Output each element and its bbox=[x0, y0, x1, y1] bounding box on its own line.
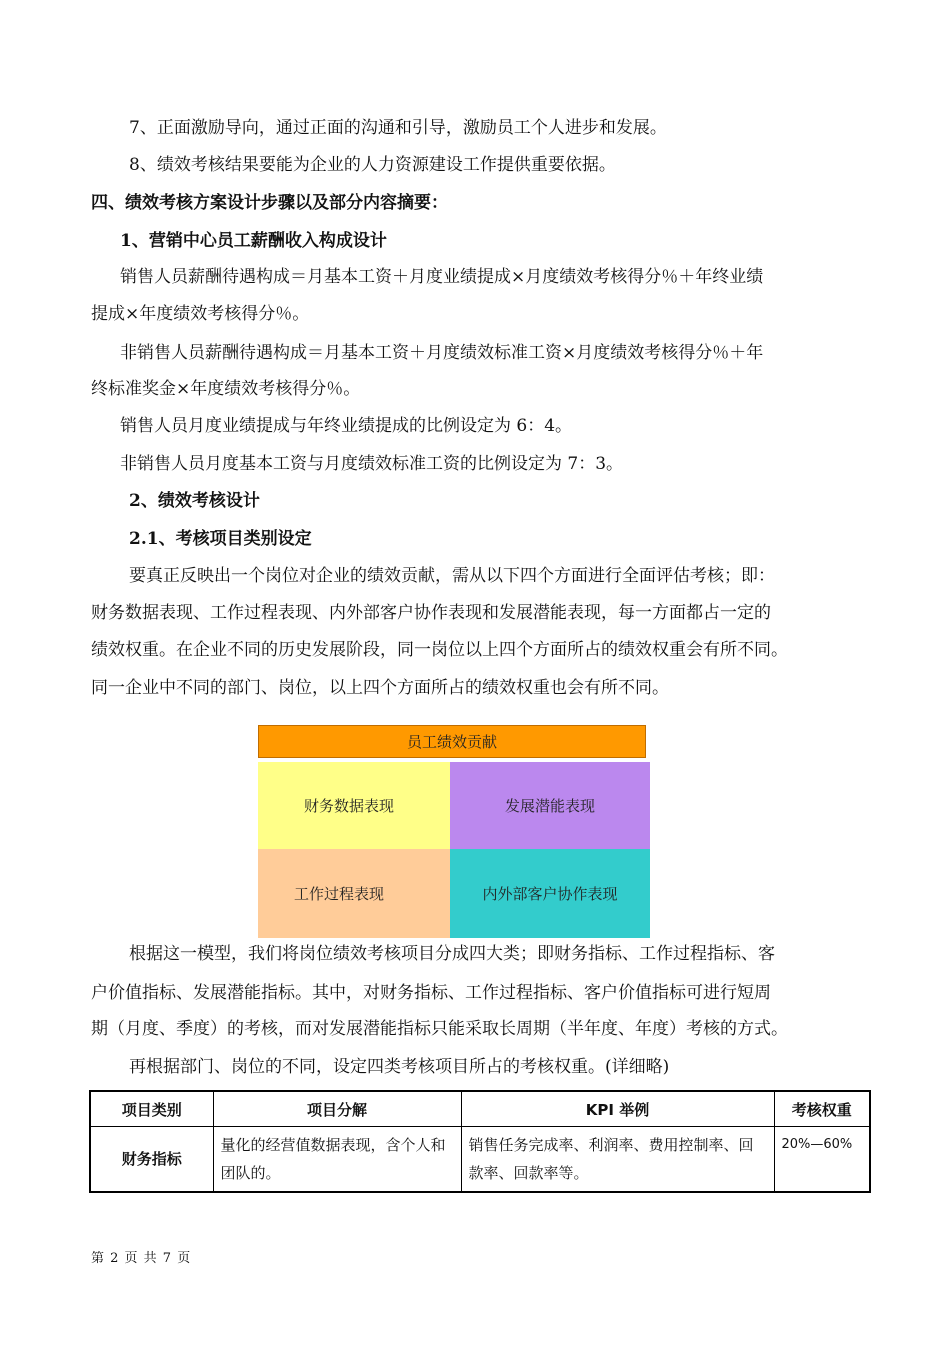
paragraph-item-8: 8、绩效考核结果要能为企业的人力资源建设工作提供重要依据。 bbox=[129, 155, 616, 175]
table-header-row bbox=[90, 1091, 870, 1127]
diagram-cell-customer bbox=[450, 849, 650, 938]
evaluation-text-line-1: 要真正反映出一个岗位对企业的绩效贡献，需从以下四个方面进行全面评估考核；即： bbox=[129, 566, 775, 586]
table-header-weight: 考核权重 bbox=[774, 1091, 870, 1127]
diagram-cell-process bbox=[258, 849, 450, 938]
weight-setting-line: 再根据部门、岗位的不同，设定四类考核项目所占的考核权重。(详细略) bbox=[129, 1057, 670, 1077]
model-text-line-3: 期（月度、季度）的考核，而对发展潜能指标只能采取长周期（半年度、年度）考核的方式。 bbox=[91, 1019, 788, 1039]
table-cell-breakdown: 量化的经营值数据表现，含个人和团队的。 bbox=[213, 1127, 461, 1193]
subsection-heading-1: 1、营销中心员工薪酬收入构成设计 bbox=[120, 231, 387, 251]
diagram-header: 员工绩效贡献 bbox=[258, 725, 646, 758]
subsection-heading-2-1: 2.1、考核项目类别设定 bbox=[129, 529, 312, 549]
table-cell-kpi: 销售任务完成率、利润率、费用控制率、回款率、回款率等。 bbox=[461, 1127, 774, 1193]
table-header-category: 项目类别 bbox=[90, 1091, 213, 1127]
evaluation-text-line-4: 同一企业中不同的部门、岗位，以上四个方面所占的绩效权重也会有所不同。 bbox=[91, 678, 669, 698]
subsection-heading-2: 2、绩效考核设计 bbox=[129, 491, 260, 511]
diagram-cell-potential-label: 发展潜能表现 bbox=[504, 797, 595, 815]
performance-contribution-diagram bbox=[258, 725, 650, 938]
page-footer: 第 2 页 共 7 页 bbox=[91, 1251, 192, 1266]
diagram-cell-process-label: 工作过程表现 bbox=[293, 885, 384, 903]
sales-ratio-line: 销售人员月度业绩提成与年终业绩提成的比例设定为 6：4。 bbox=[120, 416, 573, 436]
diagram-cell-potential bbox=[450, 762, 650, 849]
sales-pay-line-2: 提成×年度绩效考核得分％。 bbox=[91, 304, 310, 324]
diagram-cell-customer-label: 内外部客户协作表现 bbox=[482, 885, 618, 903]
table-header-breakdown: 项目分解 bbox=[213, 1091, 461, 1127]
diagram-cell-finance bbox=[258, 762, 450, 849]
paragraph-item-7: 7、正面激励导向，通过正面的沟通和引导，激励员工个人进步和发展。 bbox=[129, 118, 667, 138]
nonsales-pay-line-1: 非销售人员薪酬待遇构成＝月基本工资＋月度绩效标准工资×月度绩效考核得分％＋年 bbox=[120, 343, 764, 363]
evaluation-text-line-3: 绩效权重。在企业不同的历史发展阶段，同一岗位以上四个方面所占的绩效权重会有所不同。 bbox=[91, 640, 788, 660]
model-text-line-2: 户价值指标、发展潜能指标。其中，对财务指标、工作过程指标、客户价值指标可进行短周 bbox=[91, 983, 771, 1003]
diagram-cell-finance-label: 财务数据表现 bbox=[303, 797, 394, 815]
table-cell-weight: 20%—60% bbox=[774, 1127, 870, 1193]
table-header-kpi: KPI 举例 bbox=[461, 1091, 774, 1127]
table-cell-category: 财务指标 bbox=[90, 1127, 213, 1193]
section-heading-4: 四、绩效考核方案设计步骤以及部分内容摘要： bbox=[91, 193, 448, 213]
sales-pay-line-1: 销售人员薪酬待遇构成＝月基本工资＋月度业绩提成×月度绩效考核得分％＋年终业绩 bbox=[120, 267, 764, 287]
nonsales-pay-line-2: 终标准奖金×年度绩效考核得分％。 bbox=[91, 379, 361, 399]
model-text-line-1: 根据这一模型，我们将岗位绩效考核项目分成四大类；即财务指标、工作过程指标、客 bbox=[129, 944, 775, 964]
evaluation-text-line-2: 财务数据表现、工作过程表现、内外部客户协作表现和发展潜能表现，每一方面都占一定的 bbox=[91, 603, 771, 623]
evaluation-weight-table bbox=[89, 1090, 871, 1193]
nonsales-ratio-line: 非销售人员月度基本工资与月度绩效标准工资的比例设定为 7：3。 bbox=[120, 454, 624, 474]
table-row bbox=[90, 1127, 870, 1193]
